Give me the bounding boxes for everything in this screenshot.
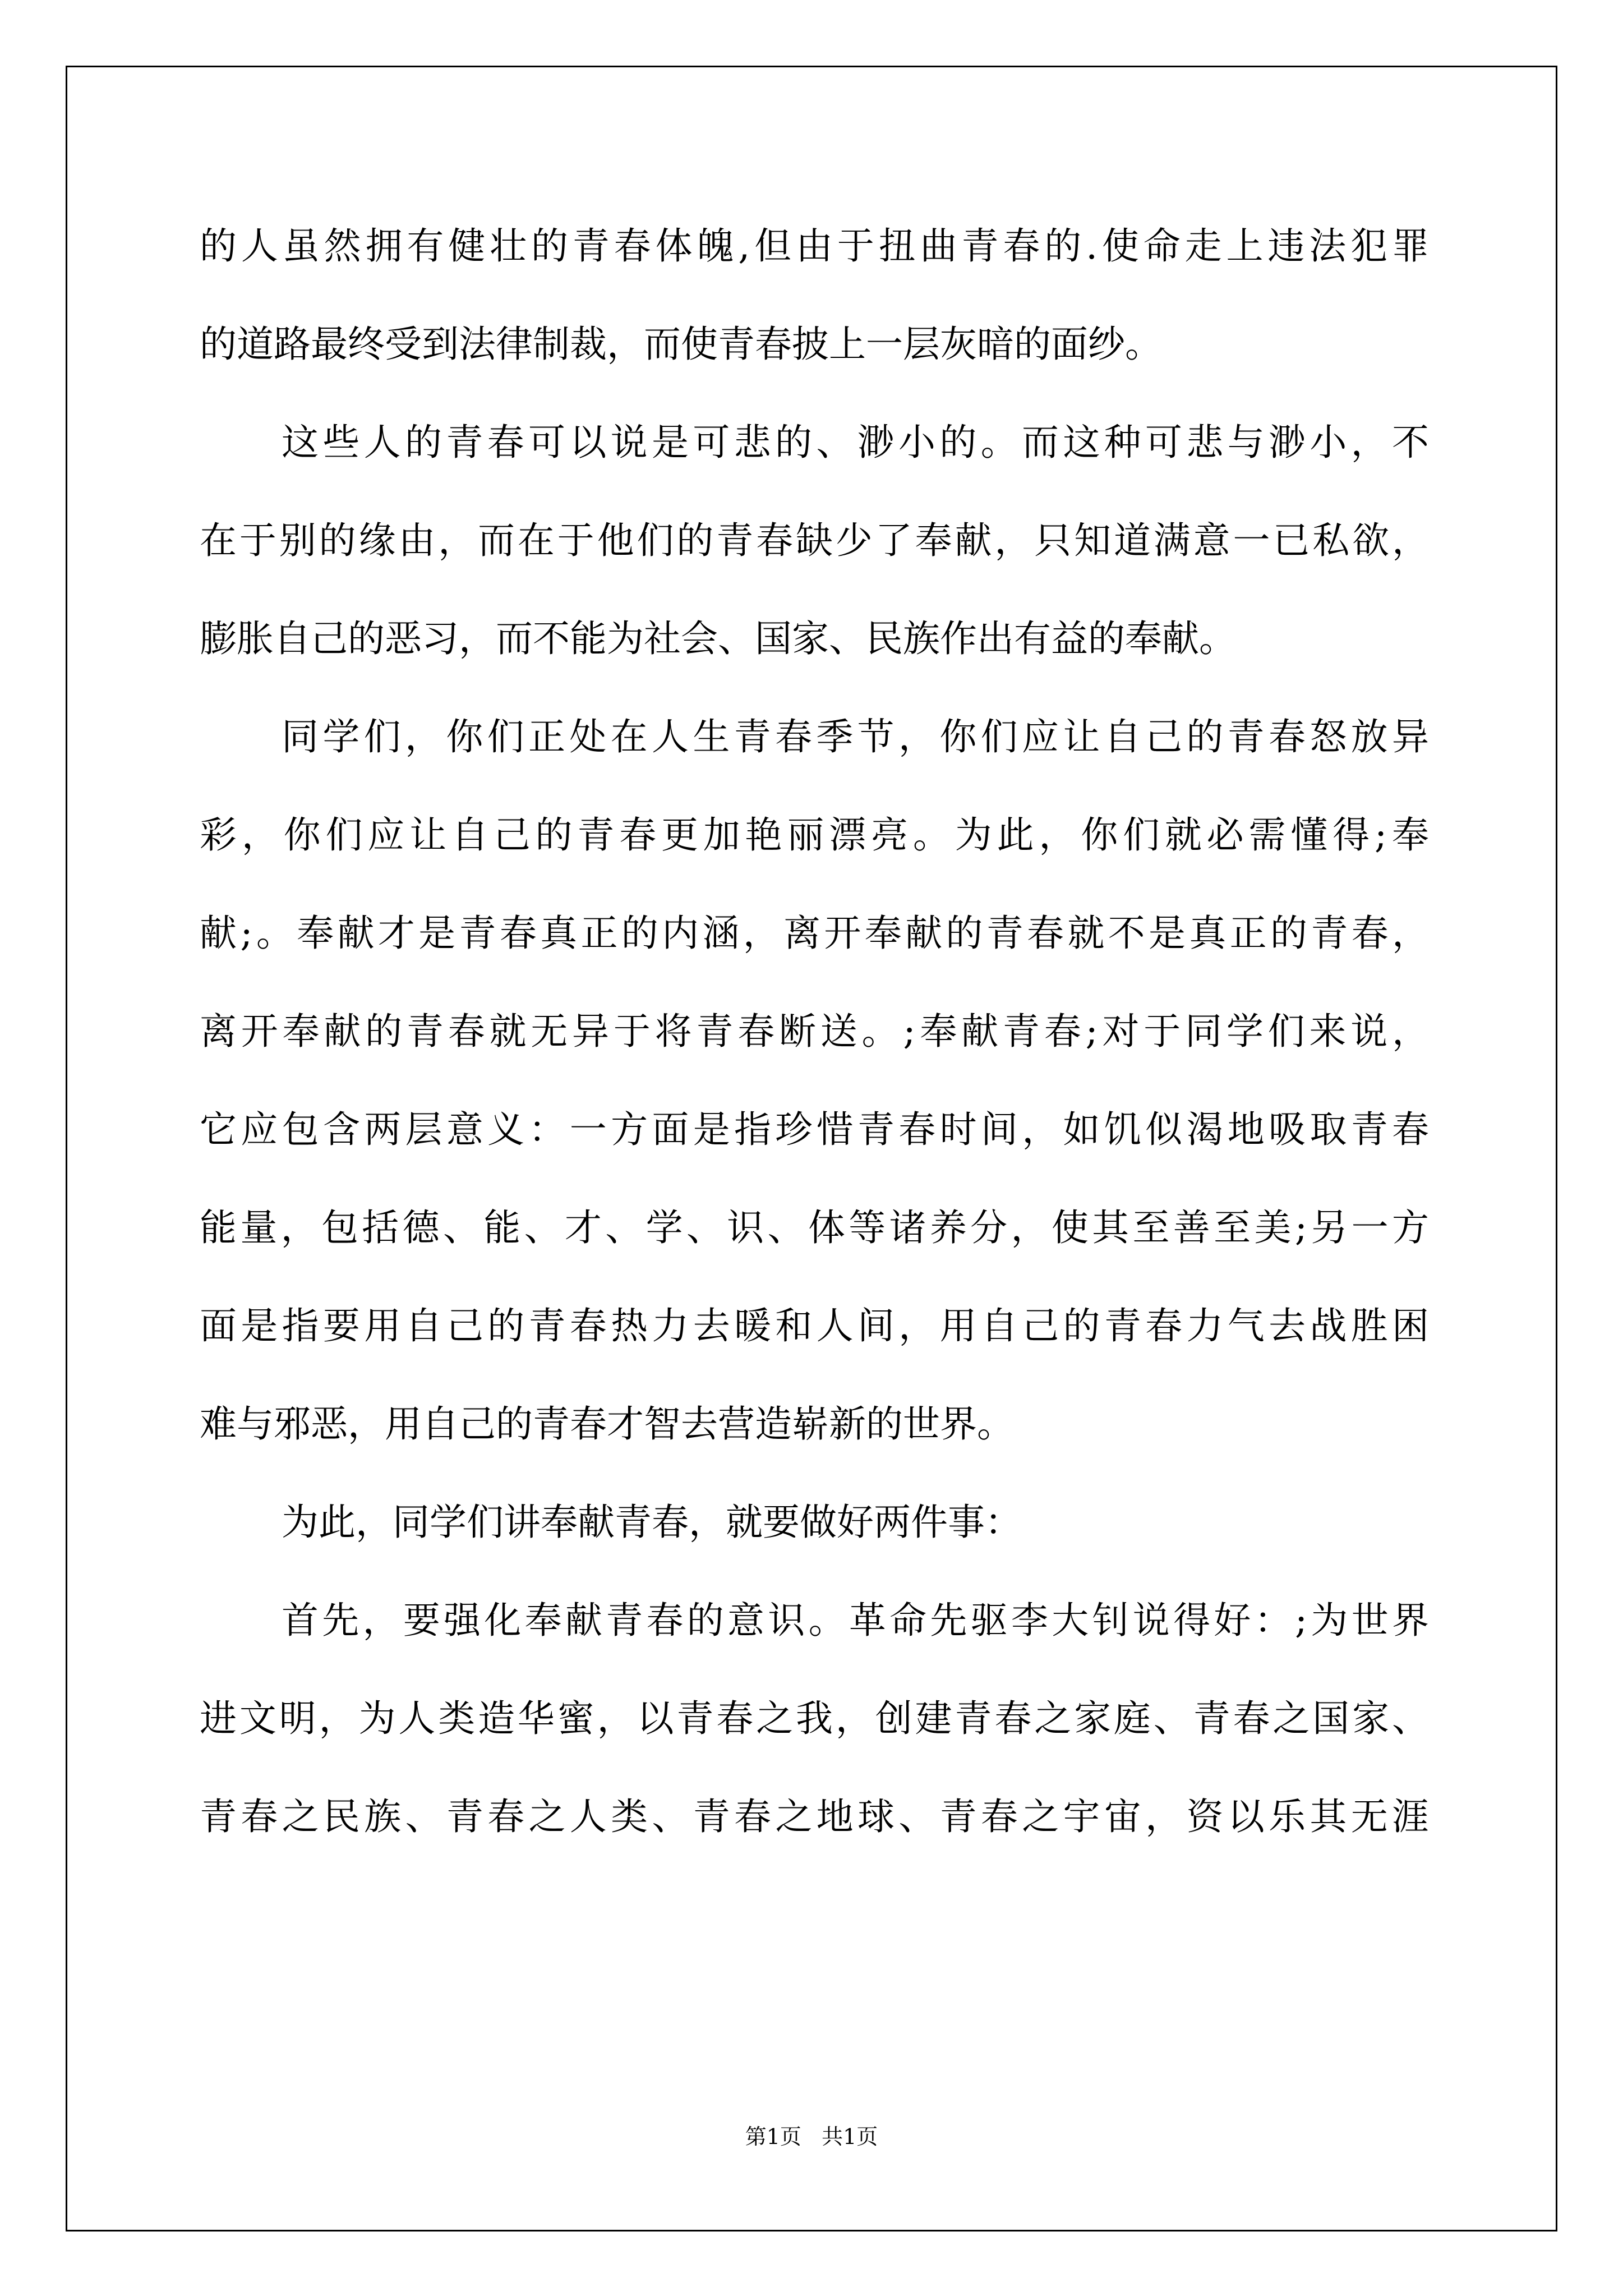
text-line: 首先，要强化奉献青春的意识。革命先驱李大钊说得好：;为世界 (282, 1599, 1429, 1642)
text-line: 膨胀自己的恶习，而不能为社会、国家、民族作出有益的奉献。 (200, 617, 1236, 660)
text-line: 献;。奉献才是青春真正的内涵，离开奉献的青春就不是真正的青春， (200, 912, 1429, 955)
text-line: 在于别的缘由，而在于他们的青春缺少了奉献，只知道满意一已私欲， (200, 519, 1429, 562)
page-number: 第1页 共1页 (745, 2124, 878, 2149)
text-line: 这些人的青春可以说是可悲的、渺小的。而这种可悲与渺小，不 (282, 421, 1429, 464)
text-line: 同学们，你们正处在人生青春季节，你们应让自己的青春怒放异 (282, 715, 1429, 758)
text-line: 离开奉献的青春就无异于将青春断送。;奉献青春;对于同学们来说， (200, 1010, 1429, 1053)
text-line: 的人虽然拥有健壮的青春体魄,但由于扭曲青春的.使命走上违法犯罪 (200, 224, 1429, 268)
text-line: 为此，同学们讲奉献青春，就要做好两件事： (282, 1501, 1022, 1544)
document-body (200, 215, 1429, 1884)
text-line: 青春之民族、青春之人类、青春之地球、青春之宇宙，资以乐其无涯 (200, 1795, 1429, 1838)
text-line: 进文明，为人类造华蜜，以青春之我，创建青春之家庭、青春之国家、 (200, 1697, 1429, 1740)
text-line: 的道路最终受到法律制裁，而使青春披上一层灰暗的面纱。 (200, 323, 1162, 366)
text-line: 彩，你们应让自己的青春更加艳丽漂亮。为此，你们就必需懂得;奉 (200, 813, 1429, 857)
text-line: 难与邪恶，用自己的青春才智去营造崭新的世界。 (200, 1402, 1014, 1446)
text-line: 能量，包括德、能、才、学、识、体等诸养分，使其至善至美;另一方 (200, 1206, 1429, 1249)
text-line: 面是指要用自己的青春热力去暖和人间，用自己的青春力气去战胜困 (200, 1304, 1429, 1347)
text-line: 它应包含两层意义：一方面是指珍惜青春时间，如饥似渴地吸取青春 (200, 1108, 1429, 1151)
